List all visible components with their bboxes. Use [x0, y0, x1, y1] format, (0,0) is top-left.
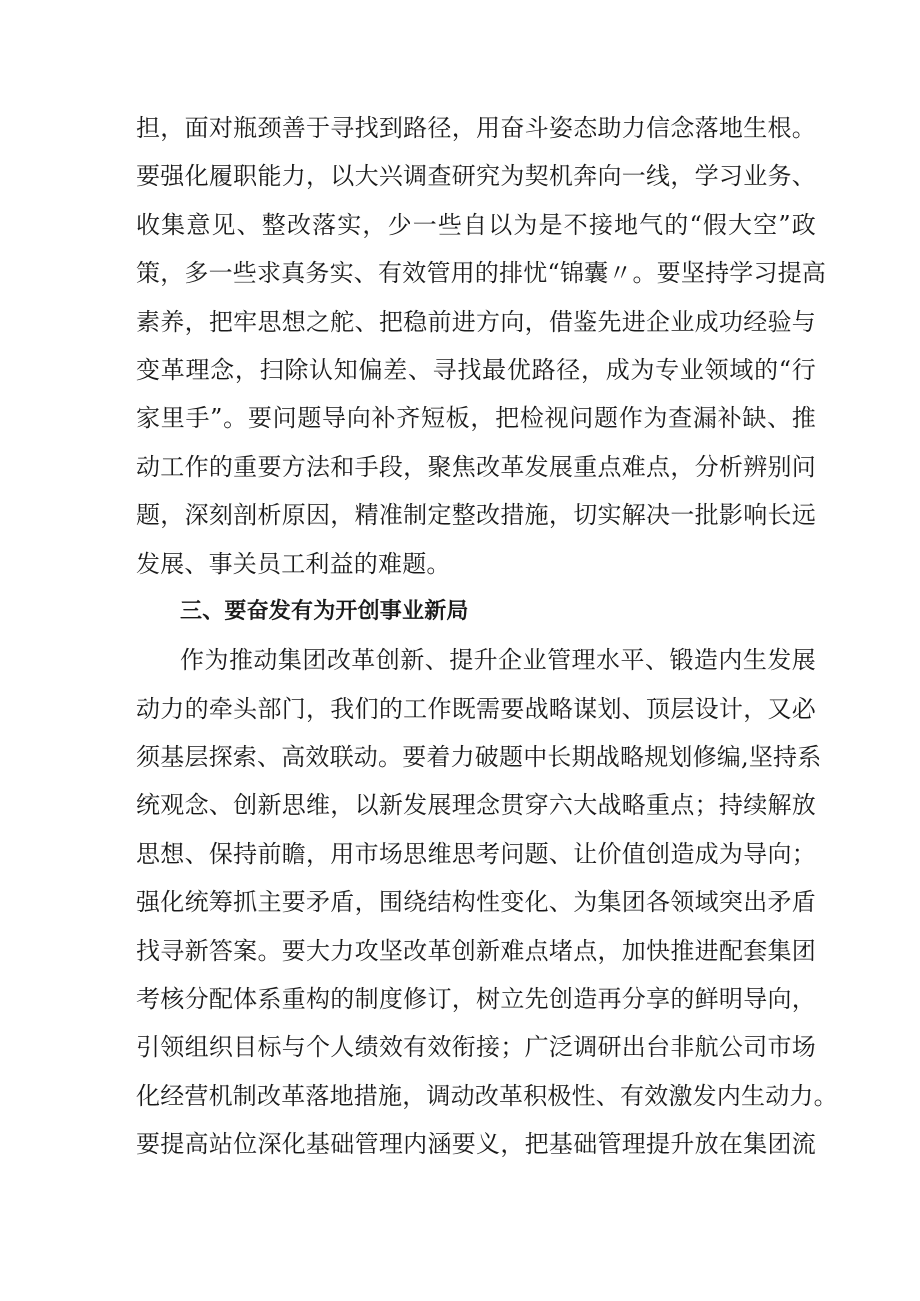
text-line: 策，多一些求真务实、有效管用的排忧“锦囊〃。要坚持学习提高	[136, 259, 827, 288]
text-line: 化经营机制改革落地措施，调动改革积极性、有效激发内生动力。	[136, 1081, 838, 1110]
text-line: 家里手”。要问题导向补齐短板，把检视问题作为查漏补缺、推	[136, 404, 816, 433]
paragraph-1	[136, 104, 827, 588]
text-line: 发展、事关员工利益的难题。	[136, 549, 451, 578]
text-line: 担，面对瓶颈善于寻找到路径，用奋斗姿态助力信念落地生根。	[136, 114, 816, 142]
section-heading: 三、要奋发有为开创事业新局	[180, 598, 469, 624]
text-line: 统观念、创新思维，以新发展理念贯穿六大战略重点；持续解放	[136, 791, 816, 820]
text-line: 找寻新答案。要大力攻坚改革创新难点堵点，加快推进配套集团	[136, 936, 816, 965]
text-line: 动力的牵头部门，我们的工作既需要战略谋划、顶层设计，又必	[136, 694, 816, 723]
text-line: 要提高站位深化基础管理内涵要义，把基础管理提升放在集团流	[136, 1130, 816, 1159]
text-line: 须基层探索、高效联动。要着力破题中长期战略规划修编,坚持系	[136, 743, 822, 772]
text-line: 引领组织目标与个人绩效有效衔接；广泛调研出台非航公司市场	[136, 1033, 816, 1062]
text-line: 变革理念，扫除认知偏差、寻找最优路径，成为专业领域的“行	[136, 355, 816, 384]
text-line: 强化统筹抓主要矛盾，围绕结构性变化、为集团各领域突出矛盾	[136, 888, 816, 917]
text-line: 作为推动集团改革创新、提升企业管理水平、锻造内生发展	[180, 646, 816, 675]
text-line: 要强化履职能力，以大兴调查研究为契机奔向一线，学习业务、	[136, 162, 816, 191]
text-line: 题，深刻剖析原因，精准制定整改措施，切实解决一批影响长远	[136, 501, 816, 530]
text-line: 思想、保持前瞻，用市场思维思考问题、让价值创造成为导向；	[136, 839, 816, 868]
text-line: 收集意见、整改落实，少一些自以为是不接地气的“假大空”政	[136, 210, 816, 239]
document-body	[136, 104, 838, 1169]
text-line: 考核分配体系重构的制度修订，树立先创造再分享的鲜明导向，	[136, 985, 816, 1014]
text-line: 素养，把牢思想之舵、把稳前进方向，借鉴先进企业成功经验与	[136, 307, 816, 336]
paragraph-2	[136, 636, 838, 1168]
text-line: 动工作的重要方法和手段，聚焦改革发展重点难点，分析辨别问	[136, 452, 816, 481]
